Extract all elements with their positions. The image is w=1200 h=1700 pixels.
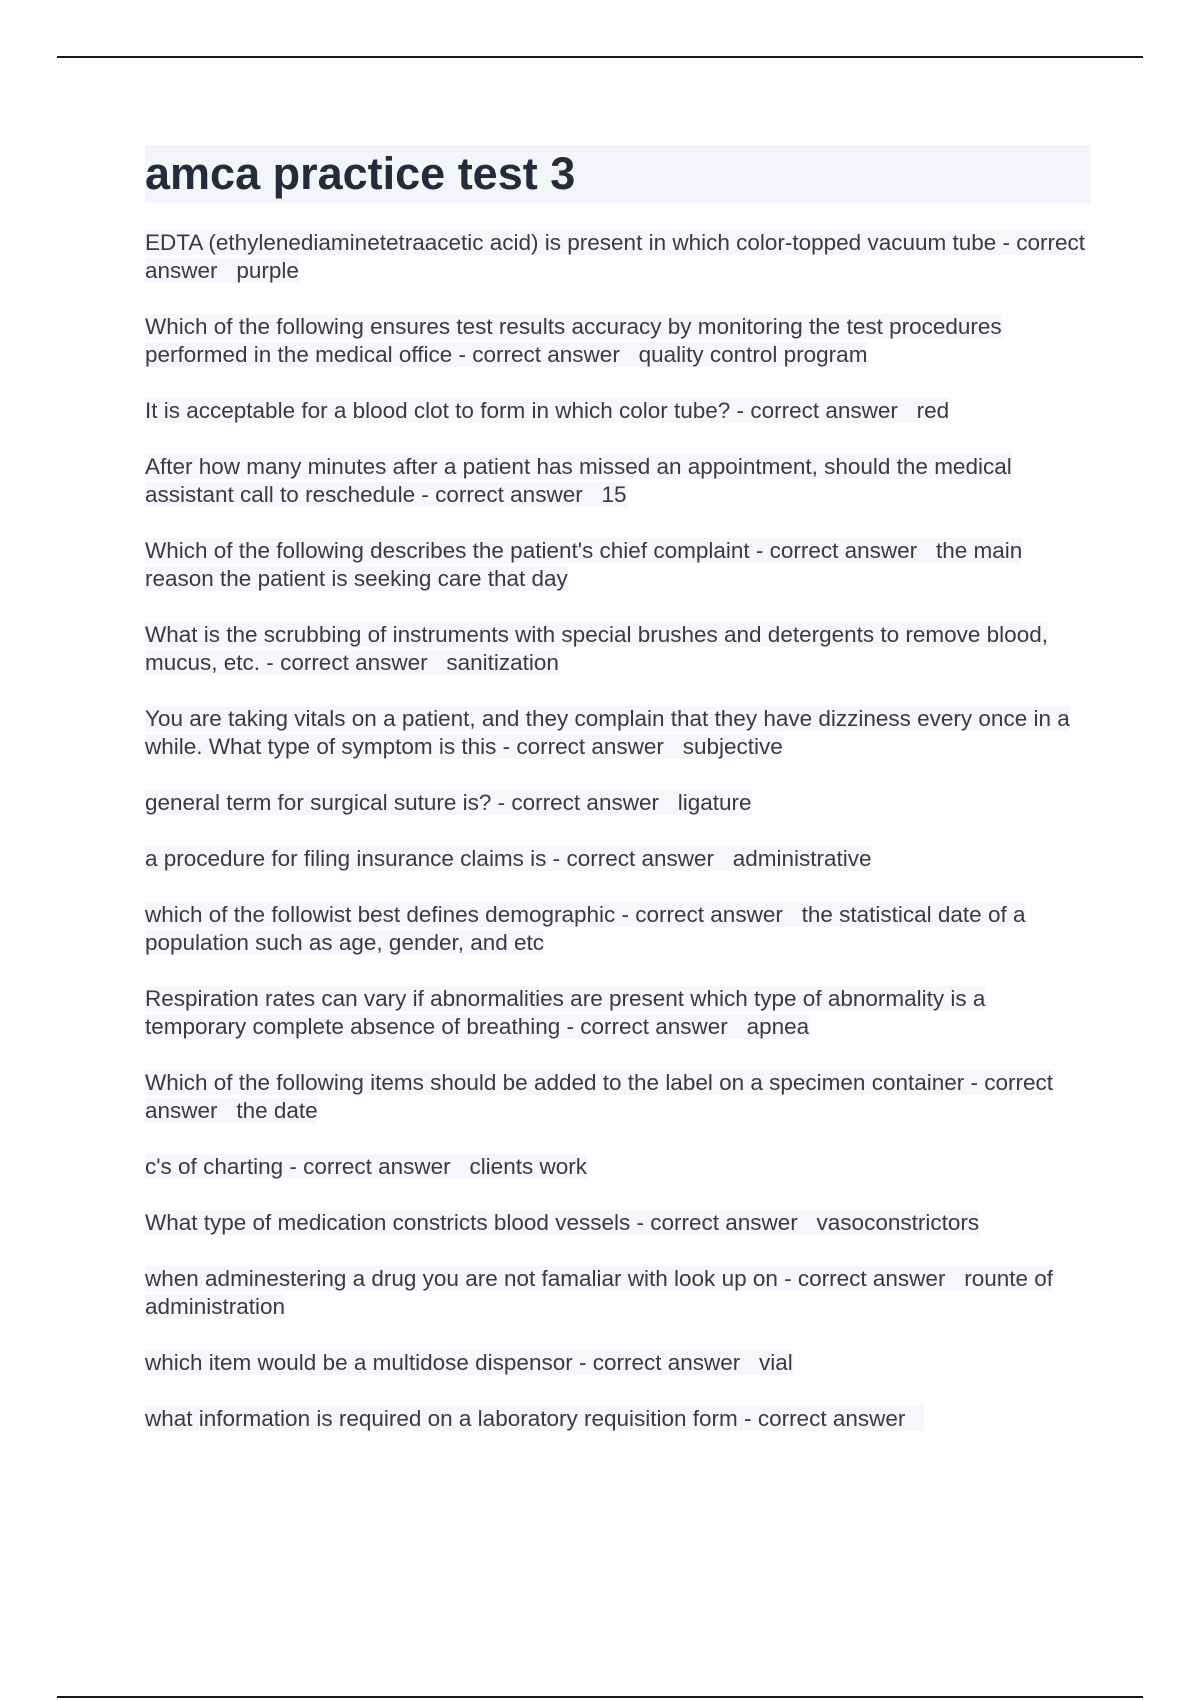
qa-item — [145, 1209, 1090, 1237]
answer-text: the date — [236, 1098, 318, 1123]
question-text: Which of the following ensures test results accuracy by monitoring the test procedures performed in the medical office - — [145, 314, 1002, 367]
qa-item — [145, 985, 1090, 1041]
correct-answer-label: correct answer — [566, 846, 714, 871]
qa-item — [145, 1069, 1090, 1125]
answer-text: vial — [759, 1350, 793, 1375]
answer-text: 15 — [601, 482, 627, 507]
answer-text: the statistical date of a population such as age, gender, and etc — [145, 902, 1026, 955]
question-text: Which of the following describes the patient's chief complaint - — [145, 538, 764, 563]
qa-item — [145, 537, 1090, 593]
qa-item — [145, 1349, 1090, 1377]
bottom-rule — [57, 1696, 1143, 1698]
question-text: EDTA (ethylenediaminetetraacetic acid) is present in which color-topped vacuum tube - — [145, 230, 1011, 255]
qa-item-text — [145, 1210, 979, 1235]
question-text: which of the followist best defines demographic - — [145, 902, 630, 927]
qa-item — [145, 313, 1090, 369]
correct-answer-label: correct answer — [145, 1070, 1054, 1123]
page-title: amca practice test 3 — [145, 145, 1090, 203]
question-text: what information is required on a laboratory requisition form - — [145, 1406, 752, 1431]
question-text: It is acceptable for a blood clot to form in which color tube? - — [145, 398, 745, 423]
qa-item — [145, 845, 1090, 873]
qa-item-text — [145, 986, 985, 1039]
correct-answer-label: correct answer — [650, 1210, 798, 1235]
correct-answer-label: correct answer — [145, 230, 1086, 283]
qa-item — [145, 621, 1090, 677]
question-text: You are taking vitals on a patient, and they complain that they have dizziness every once in a while. What type of symptom is this - — [145, 706, 1070, 759]
answer-text: apnea — [746, 1014, 810, 1039]
question-text: c's of charting - — [145, 1154, 297, 1179]
qa-item-text — [145, 398, 949, 423]
answer-text: quality control program — [638, 342, 868, 367]
correct-answer-label: correct answer — [797, 1266, 946, 1291]
question-text: Respiration rates can vary if abnormalities are present which type of abnormality is a temporary complete absence of breathing - — [145, 986, 986, 1039]
qa-item — [145, 229, 1090, 285]
correct-answer-label: correct answer — [750, 398, 898, 423]
qa-item — [145, 1405, 1090, 1433]
top-rule — [57, 56, 1143, 58]
qa-item-text — [145, 454, 1012, 507]
correct-answer-label: correct answer — [303, 1154, 451, 1179]
qa-item-text — [145, 790, 752, 815]
answer-text: red — [916, 398, 950, 423]
qa-item — [145, 789, 1090, 817]
qa-item — [145, 1153, 1090, 1181]
answer-text: the main reason the patient is seeking care that day — [145, 538, 1023, 591]
question-text: general term for surgical suture is? - — [145, 790, 506, 815]
qa-item-text — [145, 706, 1070, 759]
qa-item — [145, 397, 1090, 425]
qa-item — [145, 705, 1090, 761]
qa-item-text — [145, 902, 1025, 955]
answer-text: vasoconstrictors — [816, 1210, 980, 1235]
correct-answer-label: correct answer — [435, 482, 583, 507]
qa-item-text — [145, 1266, 1053, 1319]
qa-item-text — [145, 538, 1022, 591]
document-body — [145, 145, 1090, 1461]
correct-answer-label: correct answer — [511, 790, 659, 815]
answer-text: purple — [236, 258, 299, 283]
qa-item-text — [145, 1406, 924, 1431]
question-text: Which of the following items should be added to the label on a specimen container - — [145, 1070, 978, 1095]
qa-item-text — [145, 846, 872, 871]
qa-item-text — [145, 1350, 793, 1375]
question-text: which item would be a multidose dispensor - — [145, 1350, 587, 1375]
qa-item-text — [145, 622, 1048, 675]
answer-text: ligature — [677, 790, 752, 815]
qa-item-text — [145, 1154, 587, 1179]
answer-text: clients work — [469, 1154, 587, 1179]
correct-answer-label: correct answer — [516, 734, 664, 759]
qa-item — [145, 901, 1090, 957]
question-text: when adminestering a drug you are not famaliar with look up on - — [145, 1266, 792, 1291]
question-text: What type of medication constricts blood vessels - — [145, 1210, 644, 1235]
question-text: What is the scrubbing of instruments with special brushes and detergents to remove blood, mucus, etc. - — [145, 622, 1048, 675]
answer-text: rounte of administration — [145, 1266, 1054, 1319]
qa-item-text — [145, 314, 1002, 367]
correct-answer-label: correct answer — [592, 1350, 741, 1375]
qa-list — [145, 229, 1090, 1433]
correct-answer-label: correct answer — [757, 1406, 906, 1431]
correct-answer-label: correct answer — [635, 902, 783, 927]
correct-answer-label: correct answer — [280, 650, 428, 675]
qa-item — [145, 453, 1090, 509]
question-text: a procedure for filing insurance claims is - — [145, 846, 561, 871]
question-text: After how many minutes after a patient has missed an appointment, should the medical assistant call to reschedule - — [145, 454, 1012, 507]
correct-answer-label: correct answer — [580, 1014, 728, 1039]
correct-answer-label: correct answer — [472, 342, 620, 367]
answer-text: administrative — [732, 846, 872, 871]
answer-text: subjective — [682, 734, 783, 759]
correct-answer-label: correct answer — [769, 538, 918, 563]
answer-text: sanitization — [446, 650, 559, 675]
qa-item-text — [145, 230, 1085, 283]
qa-item — [145, 1265, 1090, 1321]
qa-item-text — [145, 1070, 1053, 1123]
